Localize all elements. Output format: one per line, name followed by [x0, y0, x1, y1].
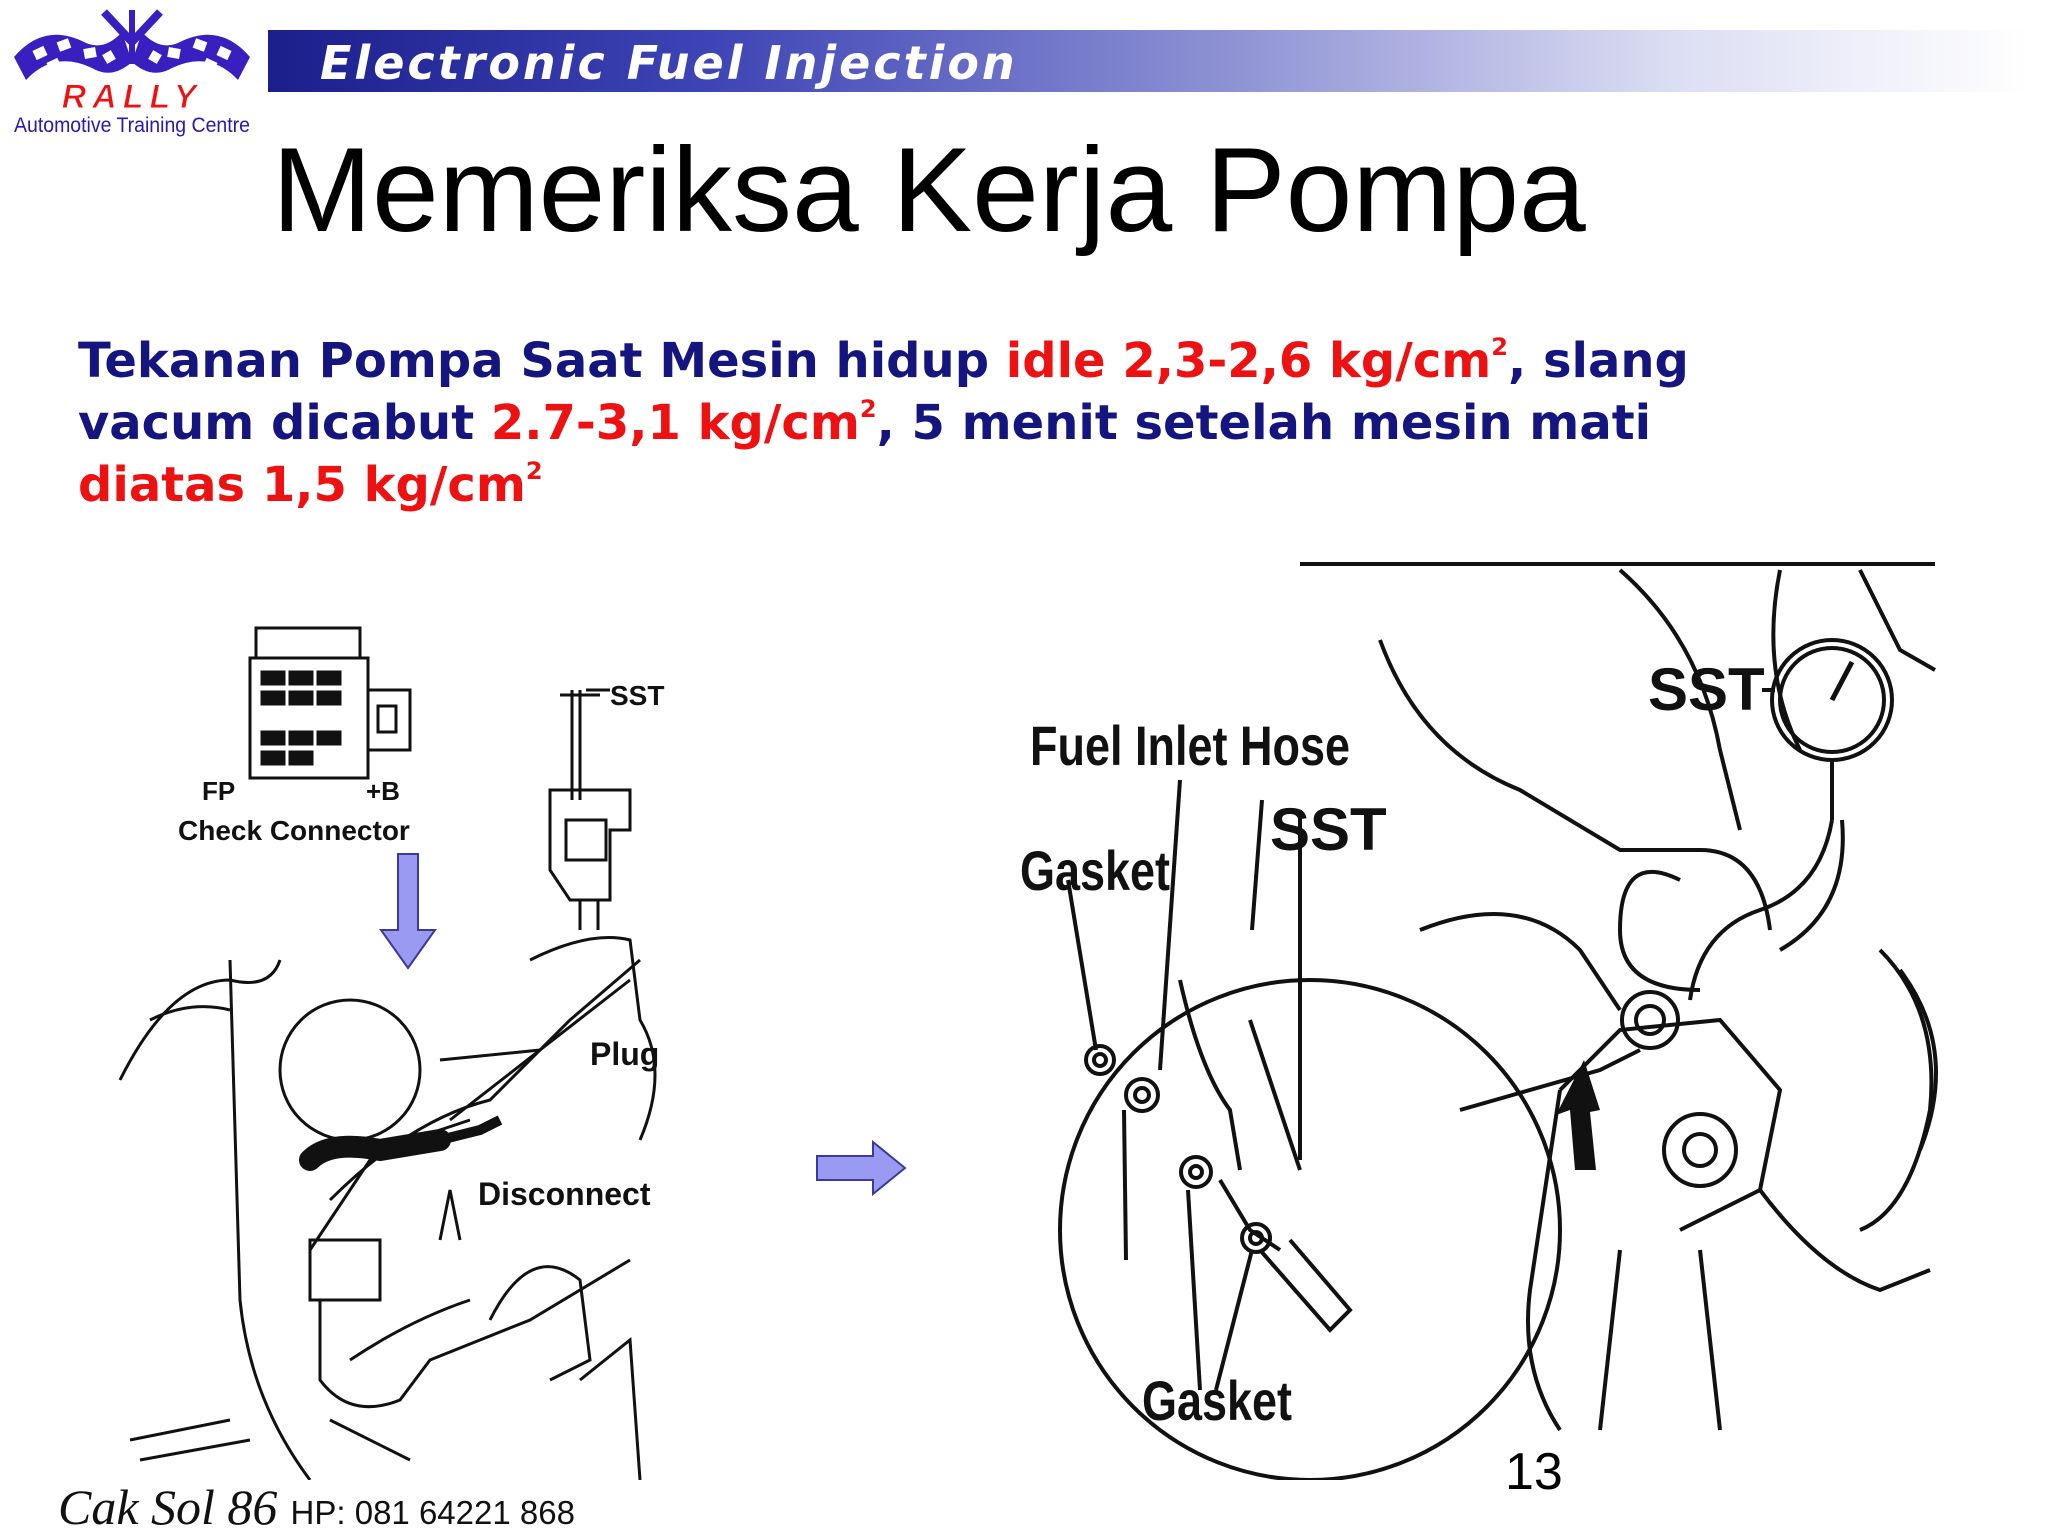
down-arrow-icon	[381, 854, 435, 968]
rally-logo	[4, 2, 260, 140]
body-line-1-blue: Tekanan Pompa Saat Mesin hidup	[78, 333, 1006, 389]
body-line-2-sup: 2	[859, 395, 877, 423]
gasket-parts	[1086, 980, 1350, 1330]
check-connector-icon	[250, 628, 410, 778]
gasket-bottom-label: Gasket	[1142, 1369, 1292, 1432]
body-line-3	[78, 454, 1978, 516]
sst-label-left: SST	[610, 680, 665, 711]
body-line-2	[78, 392, 1978, 454]
footer	[58, 1478, 575, 1536]
fuel-inlet-hose-label: Fuel Inlet Hose	[1030, 714, 1350, 777]
vacuum-hose	[310, 1140, 440, 1160]
body-line-3-red: diatas 1,5 kg/cm	[78, 457, 526, 513]
disconnect-label: Disconnect	[478, 1176, 651, 1212]
body-line-3-sup: 2	[525, 457, 543, 485]
header-title: Electronic Fuel Injection	[320, 36, 1018, 90]
checkered-flags-icon	[14, 10, 250, 80]
right-arrow-icon	[815, 1140, 907, 1196]
check-connector-illustration	[110, 600, 750, 1480]
fp-label: FP	[202, 776, 236, 806]
detail-circle	[1060, 980, 1560, 1480]
logo-brand: RALLY	[61, 78, 203, 116]
up-arrow-icon	[1556, 1060, 1600, 1170]
sst-middle-label: SST	[1270, 796, 1387, 863]
slide-body-text	[78, 330, 1978, 516]
body-line-1-blue2: , slang	[1508, 333, 1689, 389]
gasket-top-label: Gasket	[1020, 839, 1170, 902]
slide-number: 13	[1505, 1443, 1563, 1498]
footer-phone: HP: 081 64221 868	[290, 1494, 575, 1531]
body-line-1	[78, 330, 1978, 392]
plug-label: Plug	[590, 1036, 660, 1072]
body-line-2-red: 2.7-3,1 kg/cm	[490, 395, 860, 451]
body-line-2-blue: vacum dicabut	[78, 395, 491, 451]
b-terminal-label: +B	[366, 776, 400, 806]
body-line-1-sup: 2	[1491, 333, 1508, 361]
sst-jumper-icon	[550, 690, 630, 930]
pressure-gauge-illustration	[1000, 550, 1940, 1480]
body-line-2-blue2: , 5 menit setelah mesin mati	[876, 395, 1652, 451]
logo-subtitle: Automotive Training Centre	[14, 114, 250, 137]
footer-author: Cak Sol 86	[58, 1479, 278, 1535]
sst-top-label: SST	[1648, 656, 1765, 723]
check-connector-label: Check Connector	[178, 815, 410, 846]
slide-title: Memeriksa Kerja Pompa	[272, 123, 1586, 257]
header-bar	[268, 30, 2028, 92]
body-line-1-red: idle 2,3-2,6 kg/cm	[1005, 333, 1492, 389]
